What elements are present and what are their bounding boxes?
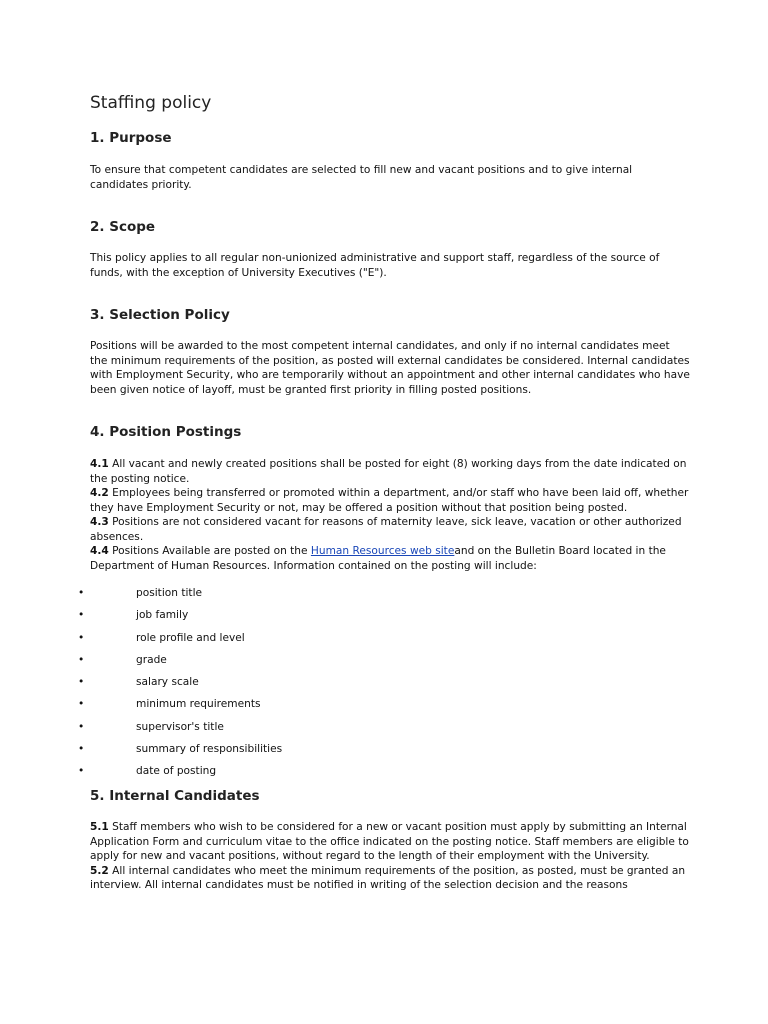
paragraph-selection-policy: Positions will be awarded to the most competent internal candidates, and only if no internal candidates meet the minimum requirements of the position, as posted will external candidates be considered. Internal candidates with Employment Security, who are temporarily without an appointment and other internal candidates who have been given notice of layoff, must be granted first priority in filling posted positions. xyxy=(90,340,690,396)
bullet-icon: • xyxy=(78,609,85,622)
list-item: • job family xyxy=(78,609,189,622)
section-heading-selection-policy: 3. Selection Policy xyxy=(90,307,230,323)
clause-5-2: 5.2 All internal candidates who meet the minimum requirements of the position, as posted, must be granted an interview. All internal candidates must be notified in writing of the selection decision and the reasons xyxy=(90,864,686,891)
list-item: • supervisor's title xyxy=(78,720,224,733)
internal-candidates-body xyxy=(90,820,690,893)
clause-4-4: 4.4 Positions Available are posted on the Human Resources web siteand on the Bulletin Board located in the Department of Human Resources. Information contained on the posting will include: xyxy=(90,545,666,572)
page-title: Staffing policy xyxy=(90,93,212,113)
section-heading-position-postings: 4. Position Postings xyxy=(90,424,242,440)
list-item: • role profile and level xyxy=(78,631,245,644)
list-item: • position title xyxy=(78,587,203,599)
list-item: • date of posting xyxy=(78,765,217,778)
bullet-icon: • xyxy=(78,587,85,599)
bullet-icon: • xyxy=(78,698,85,711)
clause-4-2: 4.2 Employees being transferred or promoted within a department, and/or staff who have been laid off, whether they have Employment Security or not, may be offered a position without that position being posted. xyxy=(90,487,689,514)
list-item: • salary scale xyxy=(78,676,199,689)
bullet-icon: • xyxy=(78,631,85,644)
bullet-icon: • xyxy=(78,720,85,733)
list-item: • minimum requirements xyxy=(78,698,261,711)
section-heading-purpose: 1. Purpose xyxy=(90,130,172,146)
paragraph-scope: This policy applies to all regular non-unionized administrative and support staff, regardless of the source of funds, with the exception of University Executives ("E"). xyxy=(90,252,660,279)
paragraph-purpose: To ensure that competent candidates are selected to fill new and vacant positions and to give internal candidates priority. xyxy=(90,164,633,191)
section-heading-internal-candidates: 5. Internal Candidates xyxy=(90,788,260,804)
position-postings-body xyxy=(90,457,690,573)
list-item: • grade xyxy=(78,653,167,666)
human-resources-web-site-link[interactable]: Human Resources web site xyxy=(310,545,455,557)
list-item: • summary of responsibilities xyxy=(78,743,283,756)
clause-4-1: 4.1 All vacant and newly created positions shall be posted for eight (8) working days from the date indicated on the posting notice. xyxy=(90,458,687,485)
bullet-icon: • xyxy=(78,743,85,756)
bullet-icon: • xyxy=(78,765,85,778)
clause-5-1: 5.1 Staff members who wish to be considered for a new or vacant position must apply by submitting an Internal Application Form and curriculum vitae to the office indicated on the posting notice. Staff members are eligible to apply for new and vacant positions, without regard to the length of their employment with the University. xyxy=(90,821,689,862)
bullet-icon: • xyxy=(78,676,85,689)
bullet-icon: • xyxy=(78,653,85,666)
section-heading-scope: 2. Scope xyxy=(90,219,156,235)
clause-4-3: 4.3 Positions are not considered vacant for reasons of maternity leave, sick leave, vacation or other authorized absences. xyxy=(90,516,682,543)
posting-information-list xyxy=(78,586,678,787)
